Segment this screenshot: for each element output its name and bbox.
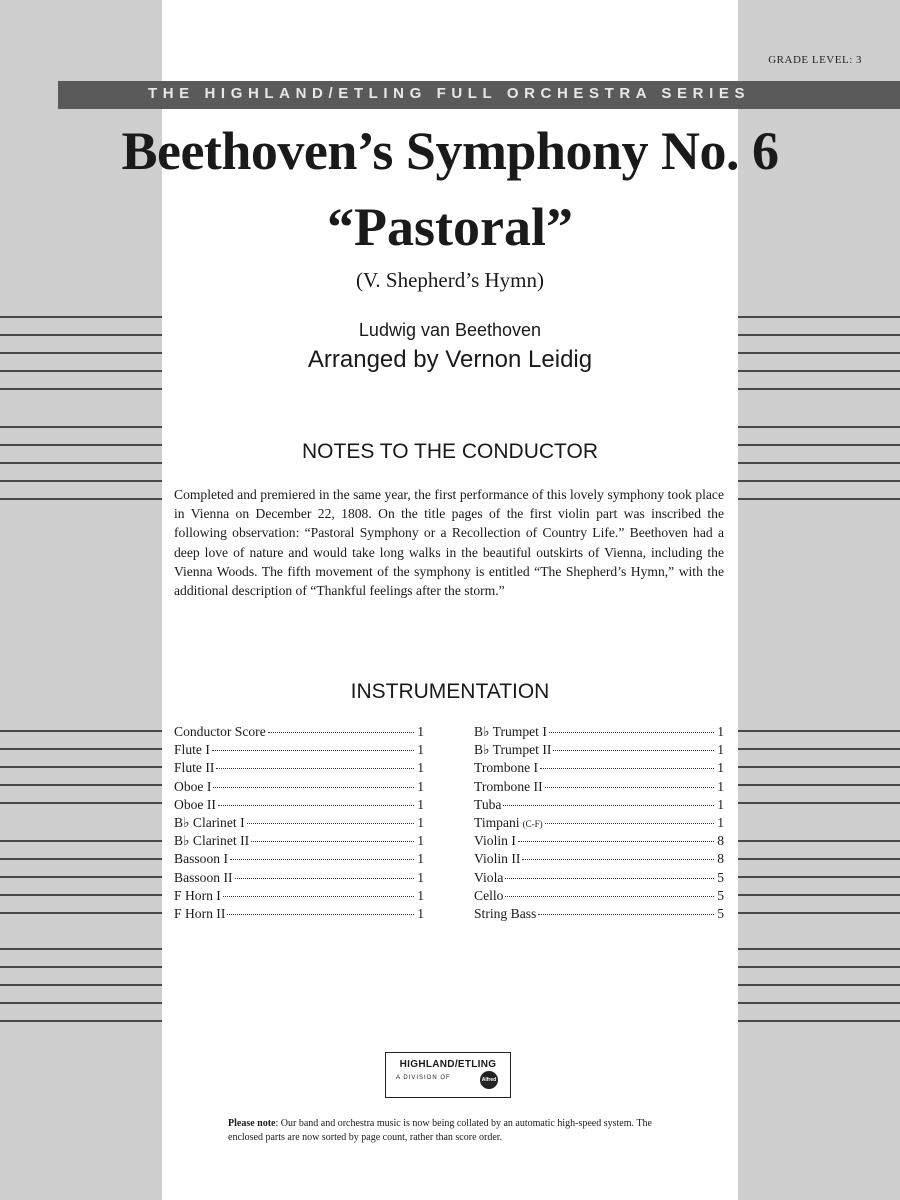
footer-note-label: Please note <box>228 1118 276 1129</box>
notes-heading: NOTES TO THE CONDUCTOR <box>302 440 598 463</box>
instrument-count: 1 <box>417 887 424 903</box>
dot-leader <box>212 750 414 751</box>
instrument-row <box>174 779 424 797</box>
logo-division: A DIVISION OF <box>396 1075 451 1081</box>
dot-leader <box>540 768 714 769</box>
instrument-row <box>474 779 724 797</box>
staff-line <box>0 388 162 390</box>
staff-line <box>0 948 162 950</box>
instrument-row <box>474 870 724 888</box>
instrument-name: Viola <box>474 869 504 885</box>
instrument-name: B♭ Clarinet II <box>174 833 250 849</box>
instrument-count: 5 <box>717 869 724 885</box>
staff-line <box>0 426 162 428</box>
instrument-name: F Horn I <box>174 887 221 903</box>
instrument-name: Trombone I <box>474 760 539 776</box>
dot-leader <box>223 896 414 897</box>
staff-line <box>738 894 900 896</box>
staff-line <box>0 480 162 482</box>
instrument-row <box>474 724 724 742</box>
staff-line <box>738 966 900 968</box>
staff-line <box>0 876 162 878</box>
dot-leader <box>518 841 714 842</box>
dot-leader <box>247 823 414 824</box>
staff-line <box>0 316 162 318</box>
staff-line <box>738 1020 900 1022</box>
page-subtitle: “Pastoral” <box>327 197 573 257</box>
instrument-row <box>474 815 724 833</box>
instrument-name: Violin I <box>474 833 516 849</box>
instrument-count: 1 <box>417 742 424 758</box>
staff-line <box>738 840 900 842</box>
instrument-count: 5 <box>717 905 724 921</box>
notes-body: Completed and premiered in the same year, the first performance of this lovely symphony took place in Vienna on December 22, 1808. On the title pages of the first violin part was inscribed the following observation: “Pastoral Symphony or a Recollection of Country Life.” Beethoven had a deep love of nature and would take long walks in the beautiful outskirts of Vienna, including the Vienna Woods. The fifth movement of the symphony is entitled “The Shepherd’s Hymn,” with the additional description of “Thankful feelings after the storm.” <box>174 487 724 599</box>
instrument-name: Bassoon II <box>174 869 233 885</box>
publisher-logo <box>385 1052 511 1098</box>
dot-leader <box>538 914 714 915</box>
dot-leader <box>213 787 414 788</box>
staff-line <box>0 784 162 786</box>
staff-line <box>738 784 900 786</box>
staff-line <box>0 858 162 860</box>
instrument-name: Timpani <box>474 814 520 830</box>
staff-line <box>0 730 162 732</box>
staff-line <box>0 894 162 896</box>
instrument-count: 5 <box>717 887 724 903</box>
staff-line <box>0 748 162 750</box>
dot-leader <box>505 896 714 897</box>
staff-line <box>738 766 900 768</box>
instrument-name: Violin II <box>474 851 521 867</box>
staff-line <box>0 1002 162 1004</box>
instrument-row <box>474 888 724 906</box>
dot-leader <box>227 914 414 915</box>
staff-line <box>0 966 162 968</box>
dot-leader <box>505 878 714 879</box>
staff-line <box>738 802 900 804</box>
staff-line <box>738 730 900 732</box>
instrument-name: Bassoon I <box>174 851 228 867</box>
instrument-count: 1 <box>417 760 424 776</box>
instrument-row <box>174 851 424 869</box>
dot-leader <box>553 750 714 751</box>
instrument-count: 1 <box>717 742 724 758</box>
staff-line <box>738 388 900 390</box>
instrument-name: Conductor Score <box>174 724 266 739</box>
instrumentation-list-left <box>174 724 424 924</box>
staff-line <box>738 748 900 750</box>
instrument-row <box>174 888 424 906</box>
instrument-row <box>474 760 724 778</box>
instrumentation-heading: INSTRUMENTATION <box>350 680 550 703</box>
composer-name: Ludwig van Beethoven <box>358 320 542 340</box>
staff-line <box>738 984 900 986</box>
staff-line <box>738 316 900 318</box>
instrument-name: F Horn II <box>174 905 226 921</box>
series-title: THE HIGHLAND/ETLING FULL ORCHESTRA SERIES <box>147 85 751 102</box>
instrument-name: Flute II <box>174 760 215 776</box>
staff-line <box>0 766 162 768</box>
grade-level: GRADE LEVEL: 3 <box>768 54 862 66</box>
instrument-count: 1 <box>717 796 724 812</box>
footer-note <box>228 1117 678 1145</box>
dot-leader <box>545 823 714 824</box>
instrument-count: 1 <box>717 778 724 794</box>
dot-leader <box>268 732 414 733</box>
instrument-name: Oboe II <box>174 796 216 812</box>
staff-line <box>738 876 900 878</box>
logo-name: HIGHLAND/ETLING <box>399 1059 497 1070</box>
instrument-count: 1 <box>717 760 724 776</box>
instrument-name: Cello <box>474 887 504 903</box>
instrument-name: Oboe I <box>174 778 212 794</box>
instrument-row <box>174 870 424 888</box>
staff-line <box>738 426 900 428</box>
dot-leader <box>235 878 414 879</box>
instrument-row <box>174 815 424 833</box>
movement-label: (V. Shepherd’s Hymn) <box>355 268 544 292</box>
instrument-row <box>174 724 424 742</box>
staff-line <box>0 912 162 914</box>
instrument-count: 1 <box>417 814 424 830</box>
instrument-count: 8 <box>717 833 724 849</box>
page-title: Beethoven’s Symphony No. 6 <box>121 121 779 181</box>
instrument-count: 1 <box>417 851 424 867</box>
instrumentation-list-right <box>474 724 724 924</box>
instrument-count: 1 <box>417 778 424 794</box>
staff-line <box>738 1002 900 1004</box>
instrument-row <box>174 742 424 760</box>
instrument-row <box>174 797 424 815</box>
staff-line <box>738 498 900 500</box>
instrument-name: Trombone II <box>474 778 543 794</box>
instrument-count: 1 <box>417 724 424 739</box>
instrument-row <box>474 797 724 815</box>
instrument-name: B♭ Trumpet II <box>474 742 552 758</box>
instrument-name: B♭ Clarinet I <box>174 814 245 830</box>
dot-leader <box>522 859 714 860</box>
dot-leader <box>503 805 714 806</box>
dot-leader <box>549 732 714 733</box>
instrument-count: 1 <box>417 796 424 812</box>
dot-leader <box>230 859 414 860</box>
staff-line <box>0 802 162 804</box>
instrument-row <box>474 742 724 760</box>
alfred-badge-icon: Alfred <box>480 1071 498 1089</box>
staff-line <box>0 840 162 842</box>
instrument-row <box>474 851 724 869</box>
instrument-count: 1 <box>417 869 424 885</box>
instrument-count: 8 <box>717 851 724 867</box>
dot-leader <box>216 768 414 769</box>
staff-line <box>0 984 162 986</box>
staff-line <box>738 948 900 950</box>
instrument-row <box>474 833 724 851</box>
dot-leader <box>251 841 414 842</box>
dot-leader <box>545 787 714 788</box>
staff-line <box>738 912 900 914</box>
dot-leader <box>218 805 414 806</box>
staff-line <box>0 1020 162 1022</box>
instrument-name: Flute I <box>174 742 210 758</box>
instrument-row <box>474 906 724 924</box>
instrument-name: Tuba <box>474 796 502 812</box>
instrument-name: String Bass <box>474 905 537 921</box>
arranger-credit: Arranged by Vernon Leidig <box>307 346 593 373</box>
instrument-note: (C-F) <box>522 818 543 829</box>
instrument-row <box>174 760 424 778</box>
instrument-count: 1 <box>717 724 724 739</box>
footer-note-text: : Our band and orchestra music is now being collated by an automatic high-speed system. The enclosed parts are now sorted by page count, rather than score order. <box>228 1118 652 1143</box>
staff-line <box>738 858 900 860</box>
instrument-row <box>174 833 424 851</box>
instrument-name: B♭ Trumpet I <box>474 724 547 739</box>
staff-line <box>0 498 162 500</box>
instrument-row <box>174 906 424 924</box>
instrument-count: 1 <box>717 814 724 830</box>
instrument-count: 1 <box>417 905 424 921</box>
instrument-count: 1 <box>417 833 424 849</box>
staff-line <box>738 480 900 482</box>
